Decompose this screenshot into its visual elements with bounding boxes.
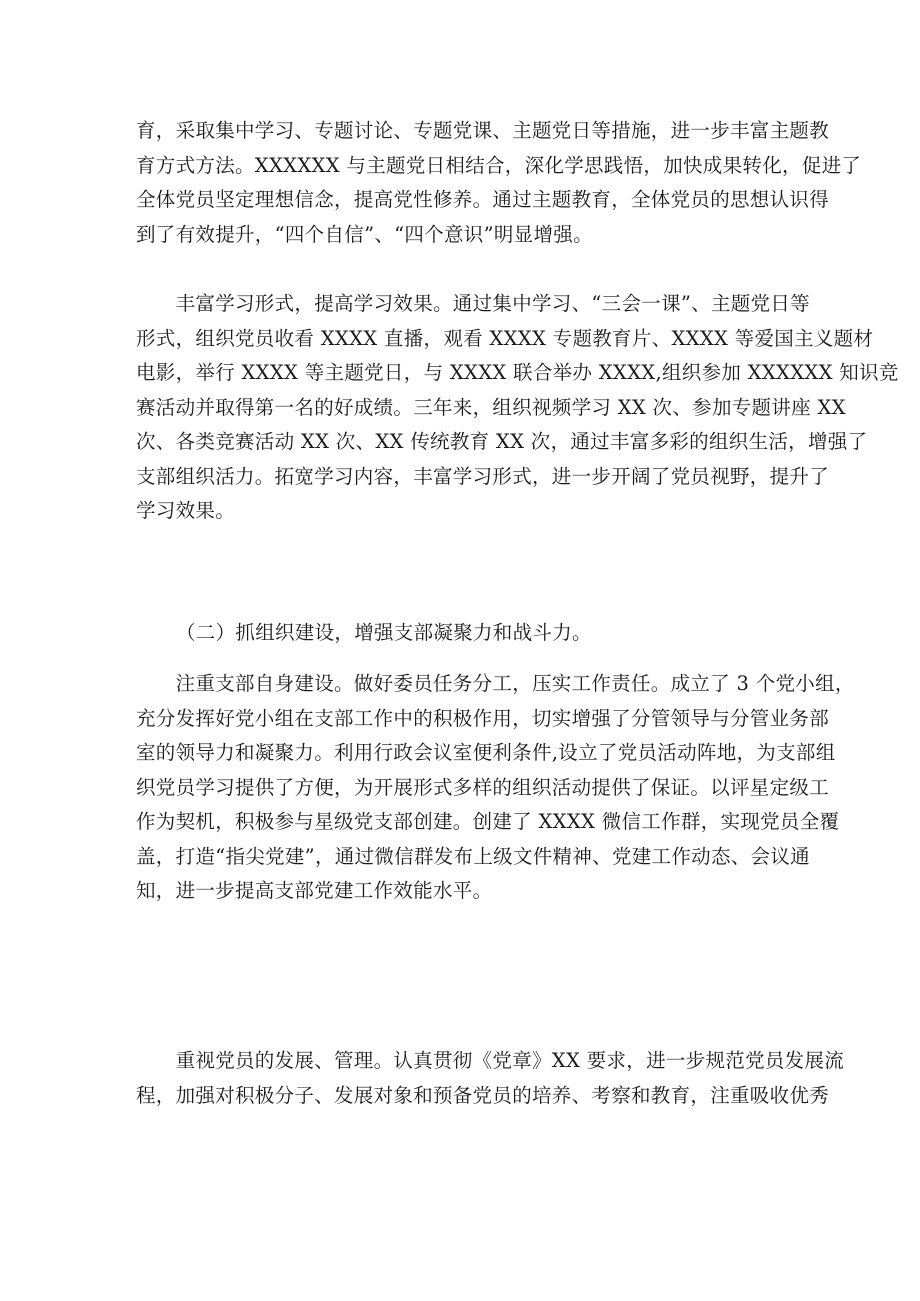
text-line: 室的领导力和凝聚力。利用行政会议室便利条件,设立了党员活动阵地，为支部组 (136, 741, 836, 764)
text-line: 程，加强对积极分子、发展对象和预备党员的培养、考察和教育，注重吸收优秀 (136, 1083, 830, 1107)
text-line: 盖，打造“指尖党建”，通过微信群发布上级文件精神、党建工作动态、会议通 (136, 844, 810, 868)
section-heading: （二）抓组织建设，增强支部凝聚力和战斗力。 (176, 621, 592, 644)
text-line: 充分发挥好党小组在支部工作中的积极作用，切实增强了分管领导与分管业务部 (136, 706, 830, 730)
text-line: 织党员学习提供了方便，为开展形式多样的组织活动提供了保证。以评星定级工 (136, 775, 830, 799)
text-line: 赛活动并取得第一名的好成绩。三年来，组织视频学习 XX 次、参加专题讲座 XX (136, 395, 846, 419)
paragraph-member-development (136, 1044, 845, 1113)
text-line: 次、各类竞赛活动 XX 次、XX 传统教育 XX 次，通过丰富多彩的组织生活，增强了 (136, 430, 868, 453)
paragraph-learning-forms (136, 287, 899, 529)
text-line: 学习效果。 (136, 499, 236, 522)
text-line: 形式，组织党员收看 XXXX 直播，观看 XXXX 专题教育片、XXXX 等爱国主义题材 (136, 326, 874, 350)
paragraph-branch-building (136, 667, 855, 909)
text-line: 支部组织活力。拓宽学习内容，丰富学习形式，进一步开阔了党员视野，提升了 (136, 464, 830, 488)
text-line: 育，采取集中学习、专题讨论、专题党课、主题党日等措施，进一步丰富主题教 (136, 119, 830, 142)
text-line: 全体党员坚定理想信念，提高党性修养。通过主题教育，全体党员的思想认识得 (136, 188, 830, 211)
text-line: 育方式方法。XXXXXX 与主题党日相结合，深化学思践悟，加快成果转化，促进了 (136, 153, 862, 177)
text-line: 知，进一步提高支部党建工作效能水平。 (136, 879, 493, 902)
text-line: 作为契机，积极参与星级党支部创建。创建了 XXXX 微信工作群，实现党员全覆 (136, 810, 840, 833)
text-line: 注重支部自身建设。做好委员任务分工，压实工作责任。成立了 3 个党小组， (136, 672, 855, 695)
text-line: 重视党员的发展、管理。认真贯彻《党章》XX 要求，进一步规范党员发展流 (136, 1049, 845, 1072)
text-line: 电影，举行 XXXX 等主题党日，与 XXXX 联合举办 XXXX,组织参加 XXXXXX 知识竞 (136, 361, 899, 384)
text-line: 丰富学习形式，提高学习效果。通过集中学习、“三会一课”、主题党日等 (136, 292, 810, 315)
text-line: 到了有效提升，“四个自信”、“四个意识”明显增强。 (136, 222, 593, 246)
paragraph-theme-education (136, 114, 862, 252)
